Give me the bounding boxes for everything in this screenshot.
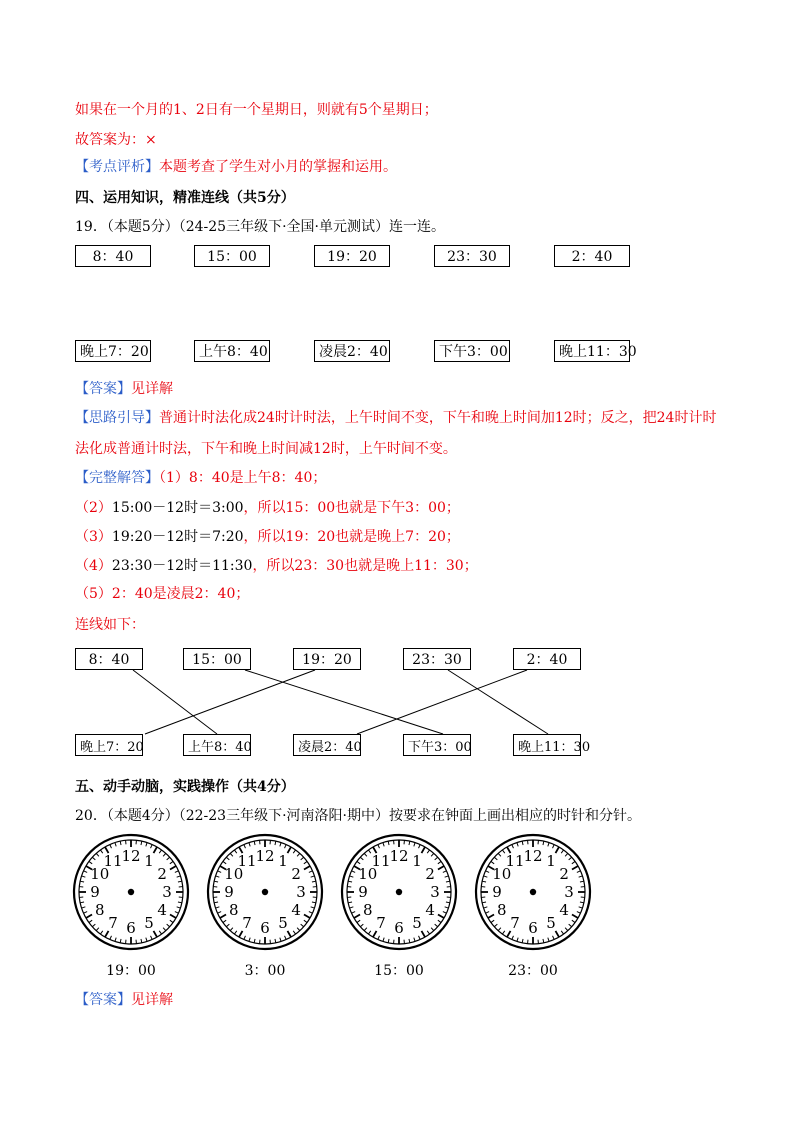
clock-tick [115, 843, 116, 847]
ans-top-box-2: 15：00 [183, 648, 251, 670]
clock-number: 3 [162, 883, 172, 901]
clock-tick [443, 871, 447, 873]
clock-face-3 [340, 833, 458, 951]
clock-number: 4 [559, 901, 569, 919]
clock-face-2 [206, 833, 324, 951]
connect-line-3 [145, 670, 315, 734]
clock-tick [141, 939, 142, 943]
clock-tick [159, 931, 161, 934]
clock-tick [409, 841, 410, 845]
clock-tick [485, 871, 489, 873]
clock-number: 1 [546, 851, 556, 870]
clock-tick [553, 844, 555, 848]
clock-tick [244, 936, 246, 940]
section5-title: 五、动手动脑，实践操作（共4分） [75, 779, 295, 795]
clock-tick [368, 850, 370, 853]
clock-tick [83, 912, 87, 914]
clock-number: 8 [497, 901, 507, 919]
clock-tick [502, 931, 504, 934]
clock-tick [498, 928, 501, 931]
clock-tick [304, 861, 307, 863]
clock-tick [288, 847, 292, 853]
clock-tick [561, 931, 563, 934]
clock-caption-1: 19：00 [106, 963, 156, 979]
ans-top-box-4: 23：30 [403, 648, 471, 670]
clock-tick [304, 915, 310, 919]
clock-tick [177, 876, 181, 877]
clock-tick [312, 881, 316, 882]
clock-tick [431, 928, 434, 931]
kaodian-text: 本题考查了学生对小月的掌握和运用。 [159, 159, 397, 175]
q19-bottom-box-3: 凌晨2：40 [314, 340, 390, 362]
clock-number: 3 [296, 883, 306, 901]
clock-tick [223, 861, 226, 863]
clock-tick [512, 936, 514, 940]
clock-tick [494, 924, 497, 927]
clock-tick [216, 876, 220, 877]
clock-tick [217, 871, 221, 873]
clock-tick [383, 938, 384, 942]
q20-answer-text: 见详解 [131, 992, 173, 1008]
clock-tick [445, 876, 449, 877]
connect-line-1 [133, 670, 217, 734]
clock-number: 5 [278, 914, 288, 933]
clock-tick [482, 881, 486, 882]
clock-tick [556, 847, 560, 853]
prev-explanation-line: 如果在一个月的1、2日有一个星期日，则就有5个星期日； [75, 102, 438, 118]
clock-center-dot [530, 889, 536, 895]
clock-tick [427, 850, 429, 853]
clock-number: 3 [430, 883, 440, 901]
clock-tick [223, 920, 226, 922]
clock-number: 12 [389, 847, 409, 865]
q20-number: 20． [75, 808, 107, 824]
clock-face-4 [474, 833, 592, 951]
clock-tick [167, 924, 170, 927]
clock-tick [517, 843, 518, 847]
clock-tick [92, 857, 95, 860]
clock-center-dot [262, 889, 268, 895]
clock-tick [89, 920, 92, 922]
clock-tick [543, 939, 544, 943]
q20-header [75, 807, 641, 825]
clock-number: 6 [126, 919, 136, 937]
clock-tick [217, 912, 221, 914]
ans-top-box-3: 19：20 [293, 648, 361, 670]
clock-tick [110, 844, 112, 848]
clock-tick [438, 920, 441, 922]
clock-tick [146, 938, 147, 942]
clock-tick [348, 902, 352, 903]
q19-step-5-num: （5） [75, 586, 112, 602]
clock-tick [354, 915, 360, 919]
clock-tick [100, 850, 102, 853]
clock-tick [572, 915, 578, 919]
clock-number: 6 [260, 919, 270, 937]
q19-top-box-2: 15：00 [194, 245, 270, 267]
clock-tick [297, 853, 300, 856]
q19-step-1-text: 8：40是上午8：40； [188, 470, 327, 486]
clock-tick [443, 912, 447, 914]
ans-bottom-box-5: 晚上11：30 [513, 734, 581, 756]
q19-step-4-expr: 23:30－12时＝11:30 [111, 558, 253, 574]
clock-tick [254, 841, 255, 845]
clock-tick [548, 843, 549, 847]
clock-tick [154, 847, 158, 853]
clock-tick [572, 866, 578, 870]
clock-number: 5 [546, 914, 556, 933]
clock-tick [297, 928, 300, 931]
kaodian-tag: 【考点评析】 [75, 159, 159, 175]
clock-tick [414, 938, 415, 942]
clock-tick [170, 915, 176, 919]
clock-tick [427, 931, 429, 934]
clock-tick [445, 907, 449, 908]
section4-title: 四、运用知识，精准连线（共5分） [75, 190, 295, 206]
clock-tick [309, 912, 313, 914]
clock-tick [378, 936, 380, 940]
clock-tick [446, 881, 450, 882]
clock-tick [351, 912, 355, 914]
q19-meta: （本题5分）（24-25三年级下·全国·单元测试）连一连。 [106, 219, 445, 235]
q19-step-3-text: ，所以19：20也就是晚上7：20； [243, 529, 460, 545]
clock-tick [96, 853, 99, 856]
clock-number: 1 [278, 851, 288, 870]
clock-tick [285, 936, 287, 940]
clock-tick [435, 924, 438, 927]
clock-tick [364, 928, 367, 931]
clock-number: 3 [564, 883, 574, 901]
clock-tick [312, 902, 316, 903]
clock-tick [83, 871, 87, 873]
clock-tick [357, 920, 360, 922]
clock-tick [230, 928, 233, 931]
clock-center-dot [396, 889, 402, 895]
clock-tick [304, 920, 307, 922]
clock-number: 7 [242, 914, 252, 933]
clock-number: 2 [559, 865, 569, 883]
clock-tick [350, 907, 354, 908]
clock-tick [178, 881, 182, 882]
clock-tick [244, 844, 246, 848]
q19-bottom-box-4: 下午3：00 [434, 340, 510, 362]
clock-tick [146, 843, 147, 847]
q19-step-4-num: （4） [75, 558, 112, 574]
connect-line-2 [245, 670, 443, 734]
clock-number: 11 [371, 851, 391, 870]
clock-caption-3: 15：00 [374, 963, 424, 979]
q19-top-box-4: 23：30 [434, 245, 510, 267]
clock-tick [485, 912, 489, 914]
clock-tick [561, 850, 563, 853]
clock-tick [491, 920, 494, 922]
ans-top-box-1: 8：40 [75, 648, 143, 670]
clock-tick [170, 920, 173, 922]
clock-number: 12 [255, 847, 275, 865]
clock-number: 9 [358, 883, 368, 901]
clock-tick [438, 915, 444, 919]
clock-tick [89, 861, 92, 863]
clock-tick [565, 928, 568, 931]
clock-tick [388, 841, 389, 845]
clock-number: 1 [412, 851, 422, 870]
clock-tick [498, 853, 501, 856]
clock-tick [502, 850, 504, 853]
clock-number: 2 [157, 865, 167, 883]
clock-tick [92, 924, 95, 927]
clock-tick [482, 902, 486, 903]
clock-number: 2 [425, 865, 435, 883]
clock-tick [419, 844, 421, 848]
q19-silu-text1: 普通计时法化成24时计时法，上午时间不变，下午和晚上时间加12时；反之，把24时计时 [159, 410, 717, 426]
clock-tick [234, 931, 236, 934]
clock-tick [293, 931, 295, 934]
clock-tick [580, 881, 584, 882]
clock-tick [159, 850, 161, 853]
clock-number: 7 [108, 914, 118, 933]
q19-step-2-text: ，所以15：00也就是下午3：00； [243, 500, 460, 516]
q19-step-4-text: ，所以23：30也就是晚上11：30； [252, 558, 478, 574]
clock-tick [301, 924, 304, 927]
clock-tick [572, 920, 575, 922]
clock-tick [280, 938, 281, 942]
clock-number: 12 [121, 847, 141, 865]
clock-tick [522, 841, 523, 845]
clock-number: 4 [425, 901, 435, 919]
clock-tick [484, 876, 488, 877]
clock-tick [226, 924, 229, 927]
clock-tick [311, 907, 315, 908]
clock-tick [383, 843, 384, 847]
clock-number: 6 [394, 919, 404, 937]
q20-answer-line [75, 991, 173, 1009]
q19-answer-text: 见详解 [131, 381, 173, 397]
q19-step-2-expr: 15:00－12时＝3:00 [111, 500, 244, 516]
clock-tick [304, 866, 310, 870]
clock-number: 11 [103, 851, 123, 870]
clock-tick [522, 939, 523, 943]
clock-tick [151, 844, 153, 848]
clock-tick [115, 938, 116, 942]
q19-step-2-num: （2） [75, 500, 112, 516]
q19-step-1-num: （1） [159, 470, 189, 486]
clock-tick [175, 871, 179, 873]
clock-tick [141, 841, 142, 845]
clock-number: 2 [291, 865, 301, 883]
clock-tick [414, 843, 415, 847]
clock-tick [80, 902, 84, 903]
clock-caption-4: 23：00 [508, 963, 558, 979]
clock-tick [301, 857, 304, 860]
clock-tick [120, 939, 121, 943]
clock-number: 10 [358, 865, 378, 883]
clock-tick [368, 931, 370, 934]
clock-tick [422, 847, 426, 853]
clock-tick [569, 857, 572, 860]
clock-tick [438, 866, 444, 870]
q20-meta: （本题4分）（22-23三年级下·河南洛阳·期中）按要求在钟面上画出相应的时针和分针。 [106, 808, 641, 824]
clock-number: 7 [510, 914, 520, 933]
clock-tick [170, 861, 173, 863]
clock-tick [178, 902, 182, 903]
clock-number: 10 [224, 865, 244, 883]
clock-tick [388, 939, 389, 943]
clock-number: 12 [523, 847, 543, 865]
clock-tick [214, 881, 218, 882]
clock-tick [82, 876, 86, 877]
clock-tick [431, 853, 434, 856]
clock-tick [275, 939, 276, 943]
ans-bottom-box-2: 上午8：40 [183, 734, 251, 756]
clock-tick [553, 936, 555, 940]
clock-tick [579, 876, 583, 877]
clock-tick [234, 850, 236, 853]
ans-bottom-box-1: 晚上7：20 [75, 734, 143, 756]
q19-lianxian-label: 连线如下： [75, 617, 145, 633]
q19-bottom-box-5: 晚上11：30 [554, 340, 630, 362]
clock-tick [409, 939, 410, 943]
clock-caption-2: 3：00 [244, 963, 286, 979]
clock-tick [556, 931, 560, 937]
clock-tick [86, 915, 92, 919]
clock-tick [163, 928, 166, 931]
clock-tick [226, 857, 229, 860]
clock-tick [548, 938, 549, 942]
q19-top-box-5: 2：40 [554, 245, 630, 267]
q19-bottom-box-2: 上午8：40 [194, 340, 270, 362]
q19-silu-tag: 【思路引导】 [75, 410, 159, 426]
clock-number: 9 [224, 883, 234, 901]
clock-tick [249, 938, 250, 942]
clock-number: 11 [237, 851, 257, 870]
q19-step-5-text: 2：40是凌晨2：40； [111, 586, 250, 602]
clock-number: 9 [492, 883, 502, 901]
clock-tick [351, 871, 355, 873]
clock-tick [96, 928, 99, 931]
clock-tick [100, 931, 102, 934]
clock-tick [293, 850, 295, 853]
clock-tick [422, 931, 426, 937]
clock-center-dot [128, 889, 134, 895]
clock-tick [163, 853, 166, 856]
clock-tick [569, 924, 572, 927]
clock-number: 5 [412, 914, 422, 933]
clock-tick [230, 853, 233, 856]
clock-tick [512, 844, 514, 848]
clock-tick [491, 861, 494, 863]
clock-tick [348, 881, 352, 882]
clock-tick [446, 902, 450, 903]
clock-tick [154, 931, 158, 937]
clock-number: 6 [528, 919, 538, 937]
clock-tick [311, 876, 315, 877]
clock-tick [216, 907, 220, 908]
q19-answer-tag: 【答案】 [75, 381, 131, 397]
clock-number: 4 [157, 901, 167, 919]
clock-tick [275, 841, 276, 845]
clock-tick [543, 841, 544, 845]
clock-tick [360, 857, 363, 860]
ans-bottom-box-3: 凌晨2：40 [293, 734, 361, 756]
clock-tick [280, 843, 281, 847]
clock-number: 9 [90, 883, 100, 901]
connect-line-5 [357, 670, 527, 734]
clock-tick [110, 936, 112, 940]
clock-tick [484, 907, 488, 908]
clock-tick [577, 871, 581, 873]
clock-tick [488, 915, 494, 919]
clock-tick [419, 936, 421, 940]
clock-number: 11 [505, 851, 525, 870]
clock-number: 4 [291, 901, 301, 919]
q19-step-3-num: （3） [75, 529, 112, 545]
clock-tick [565, 853, 568, 856]
clock-tick [577, 912, 581, 914]
clock-tick [517, 938, 518, 942]
clock-number: 8 [363, 901, 373, 919]
clock-face-1 [72, 833, 190, 951]
q19-step-3-expr: 19:20－12时＝7:20 [111, 529, 244, 545]
clock-tick [364, 853, 367, 856]
clock-number: 10 [90, 865, 110, 883]
clock-tick [170, 866, 176, 870]
clock-tick [438, 861, 441, 863]
clock-tick [80, 881, 84, 882]
clock-tick [580, 902, 584, 903]
prev-answer-line: 故答案为：× [75, 132, 157, 148]
clock-number: 1 [144, 851, 154, 870]
clock-number: 7 [376, 914, 386, 933]
clock-tick [167, 857, 170, 860]
ans-bottom-box-4: 下午3：00 [403, 734, 471, 756]
clock-number: 8 [229, 901, 239, 919]
q19-top-box-1: 8：40 [75, 245, 151, 267]
clock-tick [350, 876, 354, 877]
clock-tick [572, 861, 575, 863]
clock-tick [254, 939, 255, 943]
clock-number: 10 [492, 865, 512, 883]
clock-tick [309, 871, 313, 873]
q19-silu-line2: 法化成普通计时法，下午和晚上时间减12时，上午时间不变。 [75, 441, 457, 457]
clock-tick [579, 907, 583, 908]
q19-wanzheng-tag: 【完整解答】 [75, 470, 159, 486]
clock-tick [214, 902, 218, 903]
clock-tick [360, 924, 363, 927]
connect-line-4 [448, 670, 548, 734]
clock-tick [435, 857, 438, 860]
clock-tick [82, 907, 86, 908]
clock-tick [120, 841, 121, 845]
q19-number: 19． [75, 219, 107, 235]
clock-number: 5 [144, 914, 154, 933]
ans-top-box-5: 2：40 [513, 648, 581, 670]
clock-tick [357, 861, 360, 863]
clock-tick [378, 844, 380, 848]
q20-answer-tag: 【答案】 [75, 992, 131, 1008]
clock-tick [288, 931, 292, 937]
clock-tick [175, 912, 179, 914]
clock-tick [249, 843, 250, 847]
q19-top-box-3: 19：20 [314, 245, 390, 267]
clock-tick [177, 907, 181, 908]
clock-number: 8 [95, 901, 105, 919]
clock-tick [285, 844, 287, 848]
clock-tick [494, 857, 497, 860]
clock-tick [220, 915, 226, 919]
clock-tick [151, 936, 153, 940]
q19-bottom-box-1: 晚上7：20 [75, 340, 151, 362]
